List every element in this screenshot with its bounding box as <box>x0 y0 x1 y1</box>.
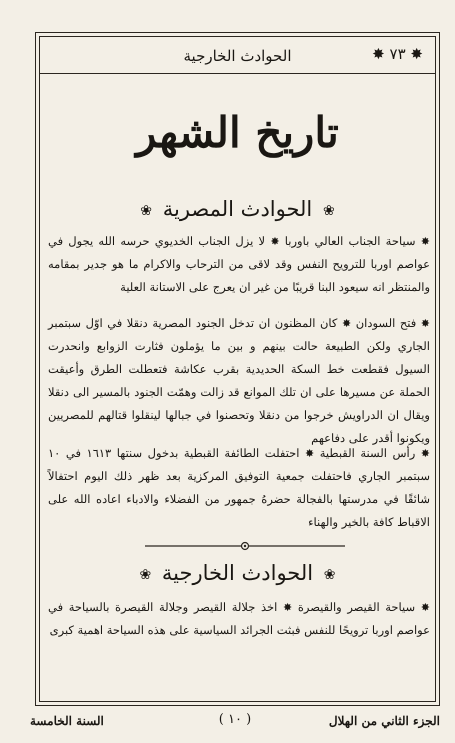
page-footer <box>30 710 440 734</box>
flourish-icon: ❀ <box>139 566 152 583</box>
paragraph-tsar-travel <box>48 596 430 642</box>
running-title: الحوادث الخارجية <box>183 47 292 65</box>
star-icon: ✸ <box>420 235 431 248</box>
header-rule <box>40 73 435 74</box>
paragraph-text: احتفلت الطائفة القبطية بدخول سنتها ١٦١٣ في ١٠ سبتمبر الجاري فاحتفلت جمعية التوفيق المركزية بعد ظهر ذلك اليوم احتفالاً شائقًا في مدرستها بالفجالة حضرهُ جمهور من الفضلاء والادباء اعاده الله على الاقباط كافة بالخير والهناء <box>48 446 430 529</box>
paragraph-heading: سياحة الجناب العالي باوربا <box>284 234 416 248</box>
star-icon: ✸ <box>420 601 430 614</box>
running-head <box>40 41 435 71</box>
paragraph-heading: فتح السودان <box>355 316 417 330</box>
star-icon: ✸ <box>341 317 352 330</box>
star-icon: ✸ <box>282 601 293 614</box>
paragraph-coptic-new-year <box>48 442 430 534</box>
section-title-text: الحوادث المصرية <box>162 197 313 221</box>
star-icon: ✸ <box>420 317 431 330</box>
main-title: تاريخ الشهر <box>136 108 339 157</box>
section-title-egyptian <box>40 199 435 220</box>
paragraph-text: كان المظنون ان تدخل الجنود المصرية دنقلا في اوّل سبتمبر الجاري ولكن الطبيعة حالت بينهم و بين ما يؤملون فثارت الزوابع وانحدرت السيول فقطعت خط السكة الحديدية بقرب عكاشة فتعطلت الطرق وأعيقت الحملة عن مسيرها على ان تلك الموانع قد زالت وهمّت الجنود بالمسير الى دنقلا ويقال ان الدراويش خرجوا من دنقلا وتحصنوا في جبالها لينقلوا قتالهم للمصريين ويكونوا أقدر على دفاعهم <box>48 316 430 445</box>
section-title-text: الحوادث الخارجية <box>161 561 314 585</box>
section-divider <box>145 540 345 552</box>
footer-page-text: ( ١٠ ) <box>218 712 252 727</box>
paragraph-khedive-travel <box>48 230 430 299</box>
flourish-icon: ❀ <box>323 566 336 583</box>
paragraph-text: لا يزل الجناب الخديوي حرسه الله يجول في عواصم اوربا للترويح النفس وقد لاقى من الترحاب والاكرام ما هو جدير بمقامه والمنتظر انه سيعود البنا قريبًا من غير ان يعرج على الاستانة العلية <box>48 234 430 294</box>
star-icon: ✸ <box>372 45 385 63</box>
footer-year: السنة الخامسة <box>30 714 104 728</box>
star-icon: ✸ <box>305 447 315 460</box>
star-icon: ✸ <box>420 447 431 460</box>
paragraph-sudan <box>48 312 430 450</box>
footer-issue: الجزء الثاني من الهلال <box>328 714 440 728</box>
paragraph-heading: رأس السنة القبطية <box>319 446 416 460</box>
flourish-icon: ❀ <box>140 202 153 219</box>
star-icon: ✸ <box>270 235 280 248</box>
paragraph-text: اخذ جلالة القيصر وجلالة القيصرة بالسياحة في عواصم اوربا ترويحًا للنفس فبثت الجرائد السياسية على هذه السياحة اهمية كبرى <box>48 600 430 637</box>
star-icon: ✸ <box>410 45 423 63</box>
page-number-text: ٧٣ <box>389 45 406 63</box>
paragraph-heading: سياحة القيصر والقيصرة <box>297 600 416 614</box>
flourish-icon: ❀ <box>322 202 335 219</box>
section-title-foreign <box>40 563 435 584</box>
